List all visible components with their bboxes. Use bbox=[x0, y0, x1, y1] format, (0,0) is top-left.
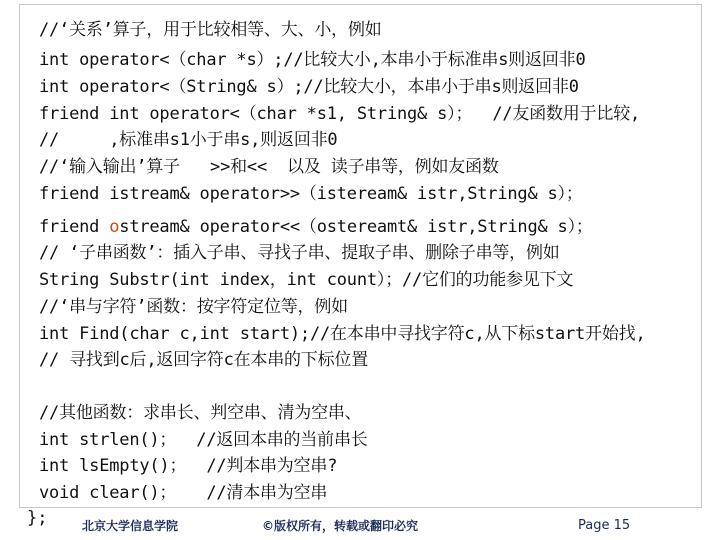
code-line-6: //‘输入输出’算子 >>和<< 以及 读子串等，例如友函数 bbox=[39, 157, 499, 177]
footer-school: 北京大学信息学院 bbox=[82, 519, 179, 533]
code-line-4: friend int operator<（char *s1, String& s）； //友函数用于比较, bbox=[39, 104, 641, 124]
code-line-17: void clear()； //清本串为空串 bbox=[39, 483, 328, 503]
code-line-14: //其他函数：求串长、判空串、清为空串、 bbox=[39, 403, 362, 423]
code-line-7: friend istream& operator>>（isteream& istr,String& s）； bbox=[39, 184, 583, 204]
footer-copyright: ©版权所有，转载或翻印必究 bbox=[262, 519, 419, 533]
code-line-13: // 寻找到c后,返回字符c在本串的下标位置 bbox=[39, 350, 369, 370]
code-line-2: int operator<（char *s）;//比较大小,本串小于标准串s则返回非0 bbox=[39, 50, 586, 70]
code-line-5: // ,标准串s1小于串s,则返回非0 bbox=[39, 130, 338, 150]
page-number: Page 15 bbox=[578, 518, 631, 533]
code-line-8-accent: o bbox=[109, 217, 120, 237]
code-line-8-rest: stream& operator<<（ostereamt& istr,String& s）； bbox=[119, 217, 593, 237]
code-line-16: int lsEmpty()； //判本串为空串? bbox=[39, 456, 338, 476]
code-line-11: //‘串与字符’函数：按字符定位等，例如 bbox=[39, 297, 348, 317]
code-line-8 bbox=[39, 217, 593, 237]
code-line-8-prefix: friend bbox=[39, 217, 110, 237]
code-line-9: // ‘子串函数’：插入子串、寻找子串、提取子串、删除子串等，例如 bbox=[39, 243, 560, 263]
code-line-15: int strlen()； //返回本串的当前串长 bbox=[39, 430, 368, 450]
code-line-1: //‘关系’算子，用于比较相等、大、小，例如 bbox=[39, 20, 382, 40]
code-line-10: String Substr(int index，int count）；//它们的功能参见下文 bbox=[39, 270, 574, 290]
code-line-3: int operator<（String& s）;//比较大小，本串小于串s则返回非0 bbox=[39, 77, 579, 97]
closing-brace: }; bbox=[27, 508, 48, 528]
code-line-12: int Find(char c,int start);//在本串中寻找字符c,从下标start开始找, bbox=[39, 324, 646, 344]
